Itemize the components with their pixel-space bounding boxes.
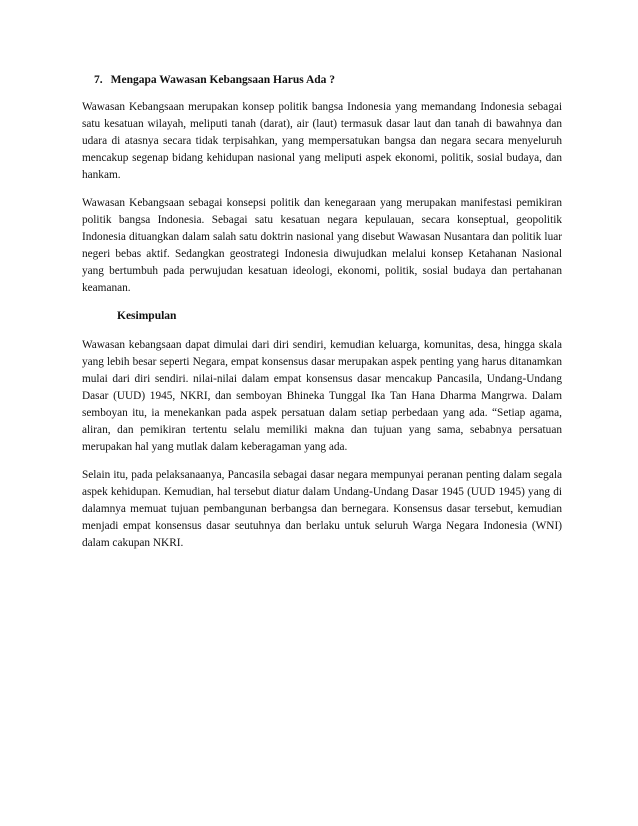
section-title: Mengapa Wawasan Kebangsaan Harus Ada ? bbox=[110, 74, 336, 86]
section-heading bbox=[82, 72, 562, 88]
paragraph-conclusion-2: Selain itu, pada pelaksanaanya, Pancasila sebagai dasar negara mempunyai peranan penting dalam segala aspek kehidupan. Kemudian, hal tersebut diatur dalam Undang-Undang Dasar 1945 (UUD 1945) yang di dalamnya memuat tujuan pembangunan berbangsa dan bernegara. Konsensus dasar tersebut, kemudian menjadi empat konsensus dasar seutuhnya dan berlaku untuk seluruh Warga Negara Indonesia (WNI) dalam cakupan NKRI. bbox=[82, 469, 562, 549]
conclusion-heading: Kesimpulan bbox=[117, 310, 177, 322]
section-number: 7. bbox=[94, 74, 103, 86]
paragraph-intro-2: Wawasan Kebangsaan sebagai konsepsi politik dan kenegaraan yang merupakan manifestasi pemikiran politik bangsa Indonesia. Sebagai satu kesatuan negara kepulauan, secara konseptual, geopolitik Indonesia dituangkan dalam salah satu doktrin nasional yang disebut Wawasan Nusantara dan politik luar negeri bebas aktif. Sedangkan geostrategi Indonesia diwujudkan melalui konsep Ketahanan Nasional yang bertumbuh pada perwujudan kesatuan ideologi, ekonomi, politik, sosial budaya dan pertahanan keamanan. bbox=[82, 197, 562, 294]
paragraph-conclusion-1: Wawasan kebangsaan dapat dimulai dari diri sendiri, kemudian keluarga, komunitas, desa, hingga skala yang lebih besar seperti Negara, empat konsensus dasar merupakan aspek penting yang harus ditanamkan mulai dari diri sendiri. nilai-nilai dalam empat konsensus dasar mencakup Pancasila, Undang-Undang Dasar (UUD) 1945, NKRI, dan semboyan Bhineka Tunggal Ika Tan Hana Dharma Mangrwa. Dalam semboyan itu, ia menekankan pada aspek persatuan dalam setiap perbedaan yang ada. “Setiap agama, aliran, dan pemikiran tertentu selalu memiliki makna dan tujuan yang sama, sebabnya persatuan merupakan hal yang mutlak dalam keberagaman yang ada. bbox=[82, 339, 562, 453]
document-body bbox=[82, 72, 562, 563]
paragraph-intro-1: Wawasan Kebangsaan merupakan konsep politik bangsa Indonesia yang memandang Indonesia sebagai satu kesatuan wilayah, meliputi tanah (darat), air (laut) termasuk dasar laut dan tanah di bawahnya dan udara di atasnya secara tidak terpisahkan, yang mempersatukan bangsa dan negara secara menyeluruh mencakup segenap bidang kehidupan nasional yang meliputi aspek ekonomi, politik, sosial budaya, dan hankam. bbox=[82, 101, 562, 181]
